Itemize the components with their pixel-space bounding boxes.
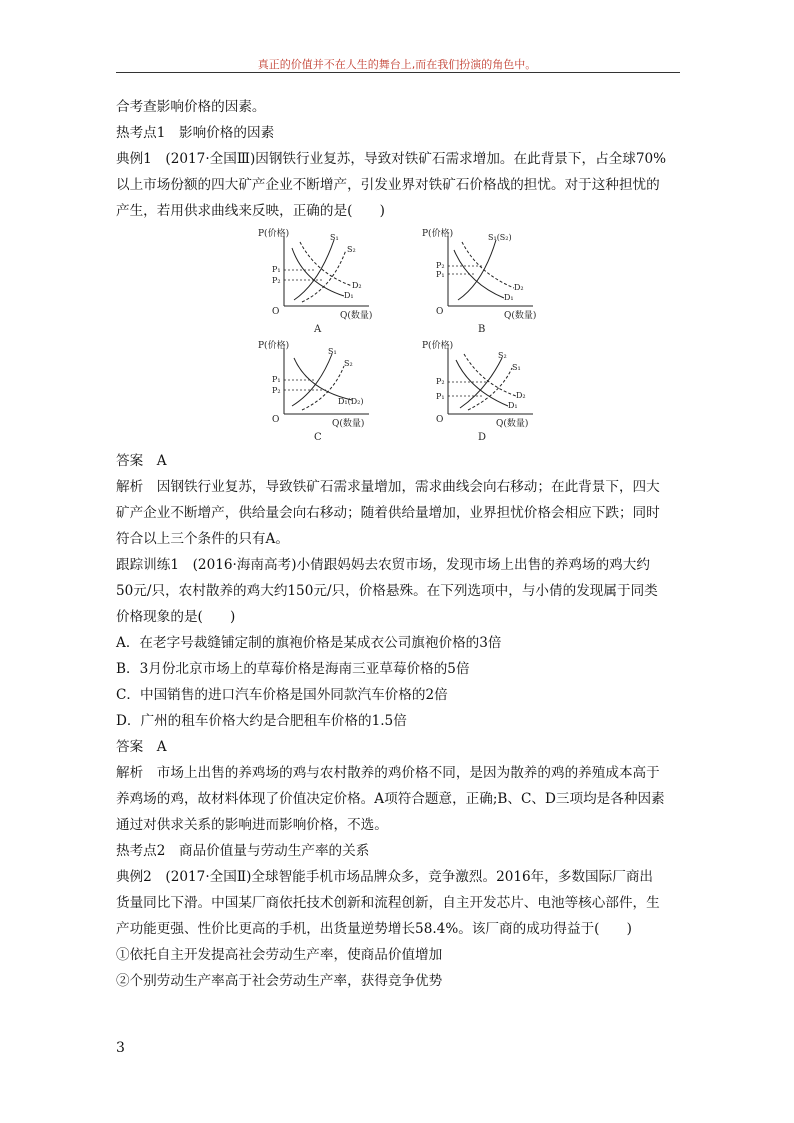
text-line: 答案 A [116, 453, 167, 469]
text-line: 热考点1 影响价格的因素 [116, 125, 275, 141]
graph-d-d2: D₂ [516, 391, 526, 400]
text-line: 矿产企业不断增产，供给量会向右移动；随着供给量增加，业界担忧价格会相应下跌；同时 [116, 505, 660, 521]
text-line: 以上市场份额的四大矿产企业不断增产，引发业界对铁矿石价格战的担忧。对于这种担忧的 [116, 177, 660, 193]
graph-a-xlabel: Q(数量) [340, 311, 373, 321]
graph-c-d: D₁(D₂) [338, 397, 364, 406]
graph-d-s2: S₂ [498, 351, 507, 360]
text-line: 货量同比下滑。中国某厂商依托技术创新和流程创新，自主开发芯片、电池等核心部件，生 [116, 895, 660, 911]
text-line: C．中国销售的进口汽车价格是国外同款汽车价格的2倍 [116, 687, 448, 703]
graph-c-xlabel: Q(数量) [332, 419, 365, 429]
graph-c-s1: S₁ [328, 347, 337, 356]
question-intro [116, 94, 686, 224]
graph-a-s1: S₁ [330, 233, 339, 242]
graph-c-origin: O [272, 415, 280, 425]
graph-b-p2: P₂ [436, 261, 445, 270]
text-line: ①依托自主开发提高社会劳动生产率，使商品价值增加 [116, 947, 443, 963]
text-line: 解析 因钢铁行业复苏，导致铁矿石需求量增加，需求曲线会向右移动；在此背景下，四大 [116, 479, 660, 495]
text-line: 热考点2 商品价值量与劳动生产率的关系 [116, 843, 370, 859]
graph-d-letter: D [478, 432, 487, 443]
text-line: 养鸡场的鸡，故材料体现了价值决定价格。A项符合题意，正确;B、C、D三项均是各种因素 [116, 791, 665, 807]
graph-a [244, 228, 394, 336]
graph-c-p2: P₂ [272, 386, 281, 395]
text-line: 产生，若用供求曲线来反映，正确的是( ) [116, 203, 385, 219]
graph-d-s1: S₁ [512, 363, 521, 372]
text-line: 典例2 (2017·全国Ⅱ)全球智能手机市场品牌众多，竞争激烈。2016年，多数国际厂商出 [116, 869, 654, 885]
text-line: 合考查影响价格的因素。 [116, 99, 266, 115]
graph-d-xlabel: Q(数量) [496, 419, 529, 429]
graph-a-s2: S₂ [347, 245, 356, 254]
graph-b-p1: P₁ [436, 270, 445, 279]
graph-b-origin: O [436, 307, 444, 317]
text-line: 符合以上三个条件的只有A。 [116, 531, 289, 547]
text-line: A．在老字号裁缝铺定制的旗袍价格是某成衣公司旗袍价格的3倍 [116, 635, 502, 651]
text-line: 价格现象的是( ) [116, 609, 236, 625]
graph-a-d1: D₁ [344, 291, 354, 300]
graph-b-letter: B [478, 324, 486, 335]
graph-a-letter: A [314, 324, 322, 335]
graph-c-letter: C [314, 432, 322, 443]
graph-a-d2: D₂ [352, 281, 362, 290]
graph-d-p1: P₁ [436, 392, 445, 401]
graph-b [408, 228, 558, 336]
graph-d-d1: D₁ [508, 401, 518, 410]
graph-b-s: S₁(S₂) [488, 233, 512, 242]
graph-d [408, 340, 558, 448]
text-line: 50元/只，农村散养的鸡大约150元/只，价格悬殊。在下列选项中，与小倩的发现属于同类 [116, 583, 658, 599]
text-line: 答案 A [116, 739, 167, 755]
text-line: B．3月份北京市场上的草莓价格是海南三亚草莓价格的5倍 [116, 661, 470, 677]
text-line: 典例1 (2017·全国Ⅲ)因钢铁行业复苏，导致对铁矿石需求增加。在此背景下，占全球70% [116, 151, 667, 167]
text-line: 通过对供求关系的影响进而影响价格，不选。 [116, 817, 388, 833]
text-line: ②个别劳动生产率高于社会劳动生产率，获得竞争优势 [116, 973, 443, 989]
graph-c-p1: P₁ [272, 375, 281, 384]
graph-a-p1: P₁ [272, 265, 281, 274]
text-line: 跟踪训练1 (2016·海南高考)小倩跟妈妈去农贸市场，发现市场上出售的养鸡场的鸡大约 [116, 557, 650, 573]
document-body [116, 94, 686, 994]
graph-b-xlabel: Q(数量) [504, 311, 537, 321]
graph-c-ylabel: P(价格) [258, 341, 290, 351]
graph-c-s2: S₂ [344, 359, 353, 368]
graph-b-d2: D₂ [514, 283, 524, 292]
graph-d-origin: O [436, 415, 444, 425]
graph-d-p2: P₂ [436, 377, 445, 386]
answers-and-exercises [116, 448, 686, 994]
graph-b-d1: D₁ [504, 293, 514, 302]
page-header-motto: 真正的价值并不在人生的舞台上,而在我们扮演的角色中。 [257, 58, 537, 71]
graph-b-ylabel: P(价格) [422, 229, 454, 239]
graph-a-p2: P₂ [272, 276, 281, 285]
graph-a-ylabel: P(价格) [258, 229, 290, 239]
graph-d-ylabel: P(价格) [422, 341, 454, 351]
text-line: 解析 市场上出售的养鸡场的鸡与农村散养的鸡价格不同，是因为散养的鸡的养殖成本高于 [116, 765, 660, 781]
text-line: D．广州的租车价格大约是合肥租车价格的1.5倍 [116, 713, 407, 729]
graph-options [116, 228, 686, 448]
page-number: 3 [116, 1040, 125, 1056]
header-rule [116, 72, 680, 73]
graph-c [244, 340, 394, 448]
graph-a-origin: O [272, 307, 280, 317]
text-line: 产功能更强、性价比更高的手机，出货量逆势增长58.4%。该厂商的成功得益于( ) [116, 921, 632, 937]
